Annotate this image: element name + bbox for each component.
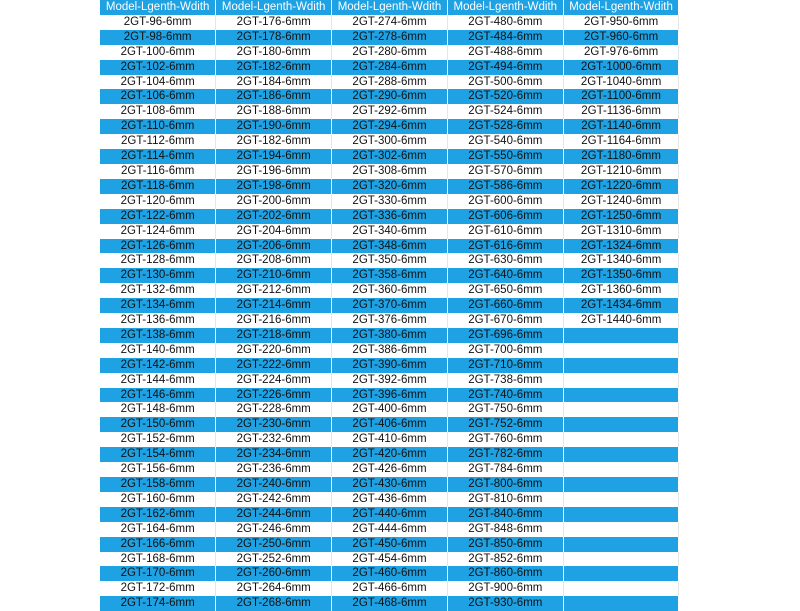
table-cell: 2GT-288-6mm [332,75,448,90]
table-cell: 2GT-430-6mm [332,477,448,492]
table-cell: 2GT-1220-6mm [563,179,679,194]
table-cell [563,507,679,522]
table-cell: 2GT-696-6mm [447,328,563,343]
table-cell: 2GT-1324-6mm [563,239,679,254]
table-row [100,89,679,104]
table-cell: 2GT-228-6mm [216,402,332,417]
table-row [100,164,679,179]
table-cell [563,596,679,611]
table-cell: 2GT-182-6mm [216,134,332,149]
table-cell: 2GT-800-6mm [447,477,563,492]
table-cell: 2GT-1350-6mm [563,268,679,283]
table-row [100,119,679,134]
table-cell: 2GT-208-6mm [216,253,332,268]
table-cell: 2GT-450-6mm [332,537,448,552]
table-cell: 2GT-190-6mm [216,119,332,134]
model-size-table-container [100,0,689,610]
table-row [100,45,679,60]
table-cell: 2GT-176-6mm [216,15,332,30]
table-cell: 2GT-240-6mm [216,477,332,492]
table-cell: 2GT-336-6mm [332,209,448,224]
table-cell: 2GT-710-6mm [447,358,563,373]
table-cell: 2GT-144-6mm [100,373,216,388]
table-cell: 2GT-166-6mm [100,537,216,552]
table-cell: 2GT-250-6mm [216,537,332,552]
table-cell: 2GT-188-6mm [216,104,332,119]
table-cell: 2GT-294-6mm [332,119,448,134]
table-cell: 2GT-852-6mm [447,552,563,567]
table-row [100,358,679,373]
table-cell: 2GT-200-6mm [216,194,332,209]
table-cell: 2GT-96-6mm [100,15,216,30]
table-cell: 2GT-360-6mm [332,283,448,298]
table-cell: 2GT-900-6mm [447,581,563,596]
table-cell: 2GT-1360-6mm [563,283,679,298]
table-cell: 2GT-214-6mm [216,298,332,313]
table-cell: 2GT-98-6mm [100,30,216,45]
table-cell: 2GT-468-6mm [332,596,448,611]
table-cell: 2GT-160-6mm [100,492,216,507]
table-cell: 2GT-164-6mm [100,522,216,537]
table-cell: 2GT-196-6mm [216,164,332,179]
table-cell: 2GT-138-6mm [100,328,216,343]
table-row [100,283,679,298]
table-row [100,60,679,75]
table-cell: 2GT-280-6mm [332,45,448,60]
table-cell: 2GT-222-6mm [216,358,332,373]
table-cell: 2GT-1180-6mm [563,149,679,164]
table-row [100,522,679,537]
table-row [100,268,679,283]
table-cell: 2GT-182-6mm [216,60,332,75]
table-cell: 2GT-426-6mm [332,462,448,477]
table-row [100,209,679,224]
table-cell: 2GT-640-6mm [447,268,563,283]
table-cell: 2GT-156-6mm [100,462,216,477]
table-cell [563,581,679,596]
table-cell: 2GT-740-6mm [447,388,563,403]
table-cell: 2GT-290-6mm [332,89,448,104]
table-cell: 2GT-194-6mm [216,149,332,164]
table-cell: 2GT-610-6mm [447,224,563,239]
table-cell: 2GT-220-6mm [216,343,332,358]
table-cell: 2GT-206-6mm [216,239,332,254]
table-cell: 2GT-202-6mm [216,209,332,224]
table-cell: 2GT-122-6mm [100,209,216,224]
table-cell: 2GT-152-6mm [100,432,216,447]
table-cell: 2GT-168-6mm [100,552,216,567]
table-cell: 2GT-170-6mm [100,566,216,581]
table-cell: 2GT-738-6mm [447,373,563,388]
table-cell: 2GT-750-6mm [447,402,563,417]
table-cell [563,388,679,403]
table-cell: 2GT-300-6mm [332,134,448,149]
table-cell: 2GT-392-6mm [332,373,448,388]
table-row [100,388,679,403]
table-cell: 2GT-102-6mm [100,60,216,75]
table-cell: 2GT-1310-6mm [563,224,679,239]
table-cell: 2GT-420-6mm [332,447,448,462]
table-cell: 2GT-810-6mm [447,492,563,507]
table-cell: 2GT-540-6mm [447,134,563,149]
table-cell: 2GT-484-6mm [447,30,563,45]
table-cell: 2GT-226-6mm [216,388,332,403]
table-cell: 2GT-670-6mm [447,313,563,328]
table-cell: 2GT-586-6mm [447,179,563,194]
table-cell: 2GT-1164-6mm [563,134,679,149]
table-cell [563,522,679,537]
table-cell: 2GT-752-6mm [447,417,563,432]
table-cell: 2GT-860-6mm [447,566,563,581]
table-cell: 2GT-134-6mm [100,298,216,313]
table-cell: 2GT-274-6mm [332,15,448,30]
table-cell [563,447,679,462]
table-cell: 2GT-100-6mm [100,45,216,60]
table-cell: 2GT-150-6mm [100,417,216,432]
table-cell: 2GT-120-6mm [100,194,216,209]
table-cell: 2GT-216-6mm [216,313,332,328]
table-cell: 2GT-570-6mm [447,164,563,179]
table-cell: 2GT-114-6mm [100,149,216,164]
table-cell: 2GT-148-6mm [100,402,216,417]
table-cell: 2GT-172-6mm [100,581,216,596]
table-cell: 2GT-1000-6mm [563,60,679,75]
table-cell: 2GT-848-6mm [447,522,563,537]
table-cell: 2GT-232-6mm [216,432,332,447]
table-body [100,15,679,611]
table-row [100,552,679,567]
table-row [100,179,679,194]
table-cell: 2GT-386-6mm [332,343,448,358]
table-cell: 2GT-162-6mm [100,507,216,522]
table-cell: 2GT-178-6mm [216,30,332,45]
table-cell: 2GT-252-6mm [216,552,332,567]
table-row [100,402,679,417]
table-cell: 2GT-210-6mm [216,268,332,283]
table-cell: 2GT-186-6mm [216,89,332,104]
table-cell: 2GT-112-6mm [100,134,216,149]
table-cell: 2GT-500-6mm [447,75,563,90]
table-cell: 2GT-308-6mm [332,164,448,179]
table-row [100,134,679,149]
table-cell: 2GT-110-6mm [100,119,216,134]
table-row [100,596,679,611]
table-cell: 2GT-370-6mm [332,298,448,313]
table-cell: 2GT-108-6mm [100,104,216,119]
table-row [100,298,679,313]
table-cell: 2GT-440-6mm [332,507,448,522]
table-cell: 2GT-198-6mm [216,179,332,194]
table-cell: 2GT-528-6mm [447,119,563,134]
table-cell: 2GT-136-6mm [100,313,216,328]
table-cell: 2GT-218-6mm [216,328,332,343]
column-header: Model-Lgenth-Wdith [447,0,563,15]
table-row [100,224,679,239]
table-cell [563,492,679,507]
table-row [100,373,679,388]
table-cell: 2GT-600-6mm [447,194,563,209]
table-cell [563,566,679,581]
table-cell [563,462,679,477]
table-cell: 2GT-930-6mm [447,596,563,611]
table-row [100,447,679,462]
table-row [100,194,679,209]
table-row [100,75,679,90]
table-cell: 2GT-180-6mm [216,45,332,60]
table-row [100,104,679,119]
table-row [100,313,679,328]
table-cell: 2GT-520-6mm [447,89,563,104]
table-cell [563,358,679,373]
table-cell: 2GT-230-6mm [216,417,332,432]
table-cell: 2GT-550-6mm [447,149,563,164]
table-cell: 2GT-660-6mm [447,298,563,313]
column-header: Model-Lgenth-Wdith [100,0,216,15]
table-row [100,253,679,268]
table-row [100,343,679,358]
table-cell: 2GT-124-6mm [100,224,216,239]
table-cell: 2GT-268-6mm [216,596,332,611]
table-cell: 2GT-400-6mm [332,402,448,417]
table-cell: 2GT-234-6mm [216,447,332,462]
table-cell: 2GT-454-6mm [332,552,448,567]
column-header: Model-Lgenth-Wdith [332,0,448,15]
table-row [100,566,679,581]
table-row [100,581,679,596]
table-cell [563,343,679,358]
table-cell: 2GT-784-6mm [447,462,563,477]
table-cell: 2GT-616-6mm [447,239,563,254]
table-cell: 2GT-118-6mm [100,179,216,194]
table-row [100,328,679,343]
table-row [100,507,679,522]
table-cell: 2GT-348-6mm [332,239,448,254]
table-cell: 2GT-466-6mm [332,581,448,596]
table-cell [563,477,679,492]
table-cell: 2GT-1434-6mm [563,298,679,313]
model-size-table [100,0,679,611]
table-cell [563,373,679,388]
table-cell: 2GT-116-6mm [100,164,216,179]
table-row [100,537,679,552]
table-cell: 2GT-246-6mm [216,522,332,537]
table-cell: 2GT-242-6mm [216,492,332,507]
table-cell [563,432,679,447]
table-cell: 2GT-480-6mm [447,15,563,30]
table-cell: 2GT-376-6mm [332,313,448,328]
table-cell: 2GT-460-6mm [332,566,448,581]
table-cell: 2GT-204-6mm [216,224,332,239]
table-cell: 2GT-436-6mm [332,492,448,507]
table-row [100,477,679,492]
table-cell: 2GT-130-6mm [100,268,216,283]
table-cell: 2GT-140-6mm [100,343,216,358]
table-row [100,15,679,30]
table-cell: 2GT-142-6mm [100,358,216,373]
table-row [100,432,679,447]
table-cell: 2GT-396-6mm [332,388,448,403]
table-cell: 2GT-524-6mm [447,104,563,119]
table-cell: 2GT-494-6mm [447,60,563,75]
table-cell: 2GT-292-6mm [332,104,448,119]
table-cell: 2GT-700-6mm [447,343,563,358]
table-cell [563,537,679,552]
table-cell: 2GT-1100-6mm [563,89,679,104]
table-cell [563,328,679,343]
table-cell: 2GT-782-6mm [447,447,563,462]
table-row [100,30,679,45]
table-row [100,492,679,507]
table-cell: 2GT-1240-6mm [563,194,679,209]
table-cell: 2GT-410-6mm [332,432,448,447]
table-row [100,462,679,477]
table-cell: 2GT-284-6mm [332,60,448,75]
table-row [100,149,679,164]
column-header: Model-Lgenth-Wdith [216,0,332,15]
table-cell: 2GT-380-6mm [332,328,448,343]
table-header-row [100,0,679,15]
table-cell: 2GT-260-6mm [216,566,332,581]
table-cell: 2GT-244-6mm [216,507,332,522]
table-cell: 2GT-1210-6mm [563,164,679,179]
table-cell: 2GT-264-6mm [216,581,332,596]
table-cell: 2GT-350-6mm [332,253,448,268]
table-cell [563,402,679,417]
table-cell: 2GT-406-6mm [332,417,448,432]
table-cell: 2GT-444-6mm [332,522,448,537]
table-cell: 2GT-650-6mm [447,283,563,298]
table-cell: 2GT-1440-6mm [563,313,679,328]
table-cell: 2GT-390-6mm [332,358,448,373]
table-cell: 2GT-950-6mm [563,15,679,30]
table-cell: 2GT-302-6mm [332,149,448,164]
column-header: Model-Lgenth-Wdith [563,0,679,15]
table-cell [563,552,679,567]
table-cell: 2GT-236-6mm [216,462,332,477]
table-cell: 2GT-1340-6mm [563,253,679,268]
table-cell: 2GT-960-6mm [563,30,679,45]
table-cell: 2GT-224-6mm [216,373,332,388]
table-cell: 2GT-1140-6mm [563,119,679,134]
table-cell: 2GT-1040-6mm [563,75,679,90]
table-cell: 2GT-104-6mm [100,75,216,90]
table-cell [563,417,679,432]
table-cell: 2GT-212-6mm [216,283,332,298]
table-cell: 2GT-146-6mm [100,388,216,403]
table-cell: 2GT-630-6mm [447,253,563,268]
table-cell: 2GT-760-6mm [447,432,563,447]
table-cell: 2GT-1250-6mm [563,209,679,224]
table-cell: 2GT-320-6mm [332,179,448,194]
table-cell: 2GT-330-6mm [332,194,448,209]
table-cell: 2GT-1136-6mm [563,104,679,119]
table-row [100,239,679,254]
table-cell: 2GT-132-6mm [100,283,216,298]
table-cell: 2GT-106-6mm [100,89,216,104]
table-cell: 2GT-128-6mm [100,253,216,268]
table-cell: 2GT-278-6mm [332,30,448,45]
table-cell: 2GT-184-6mm [216,75,332,90]
table-cell: 2GT-154-6mm [100,447,216,462]
table-cell: 2GT-850-6mm [447,537,563,552]
table-row [100,417,679,432]
table-cell: 2GT-174-6mm [100,596,216,611]
table-cell: 2GT-606-6mm [447,209,563,224]
table-cell: 2GT-126-6mm [100,239,216,254]
table-cell: 2GT-358-6mm [332,268,448,283]
table-cell: 2GT-840-6mm [447,507,563,522]
table-cell: 2GT-158-6mm [100,477,216,492]
table-cell: 2GT-340-6mm [332,224,448,239]
table-cell: 2GT-488-6mm [447,45,563,60]
table-cell: 2GT-976-6mm [563,45,679,60]
